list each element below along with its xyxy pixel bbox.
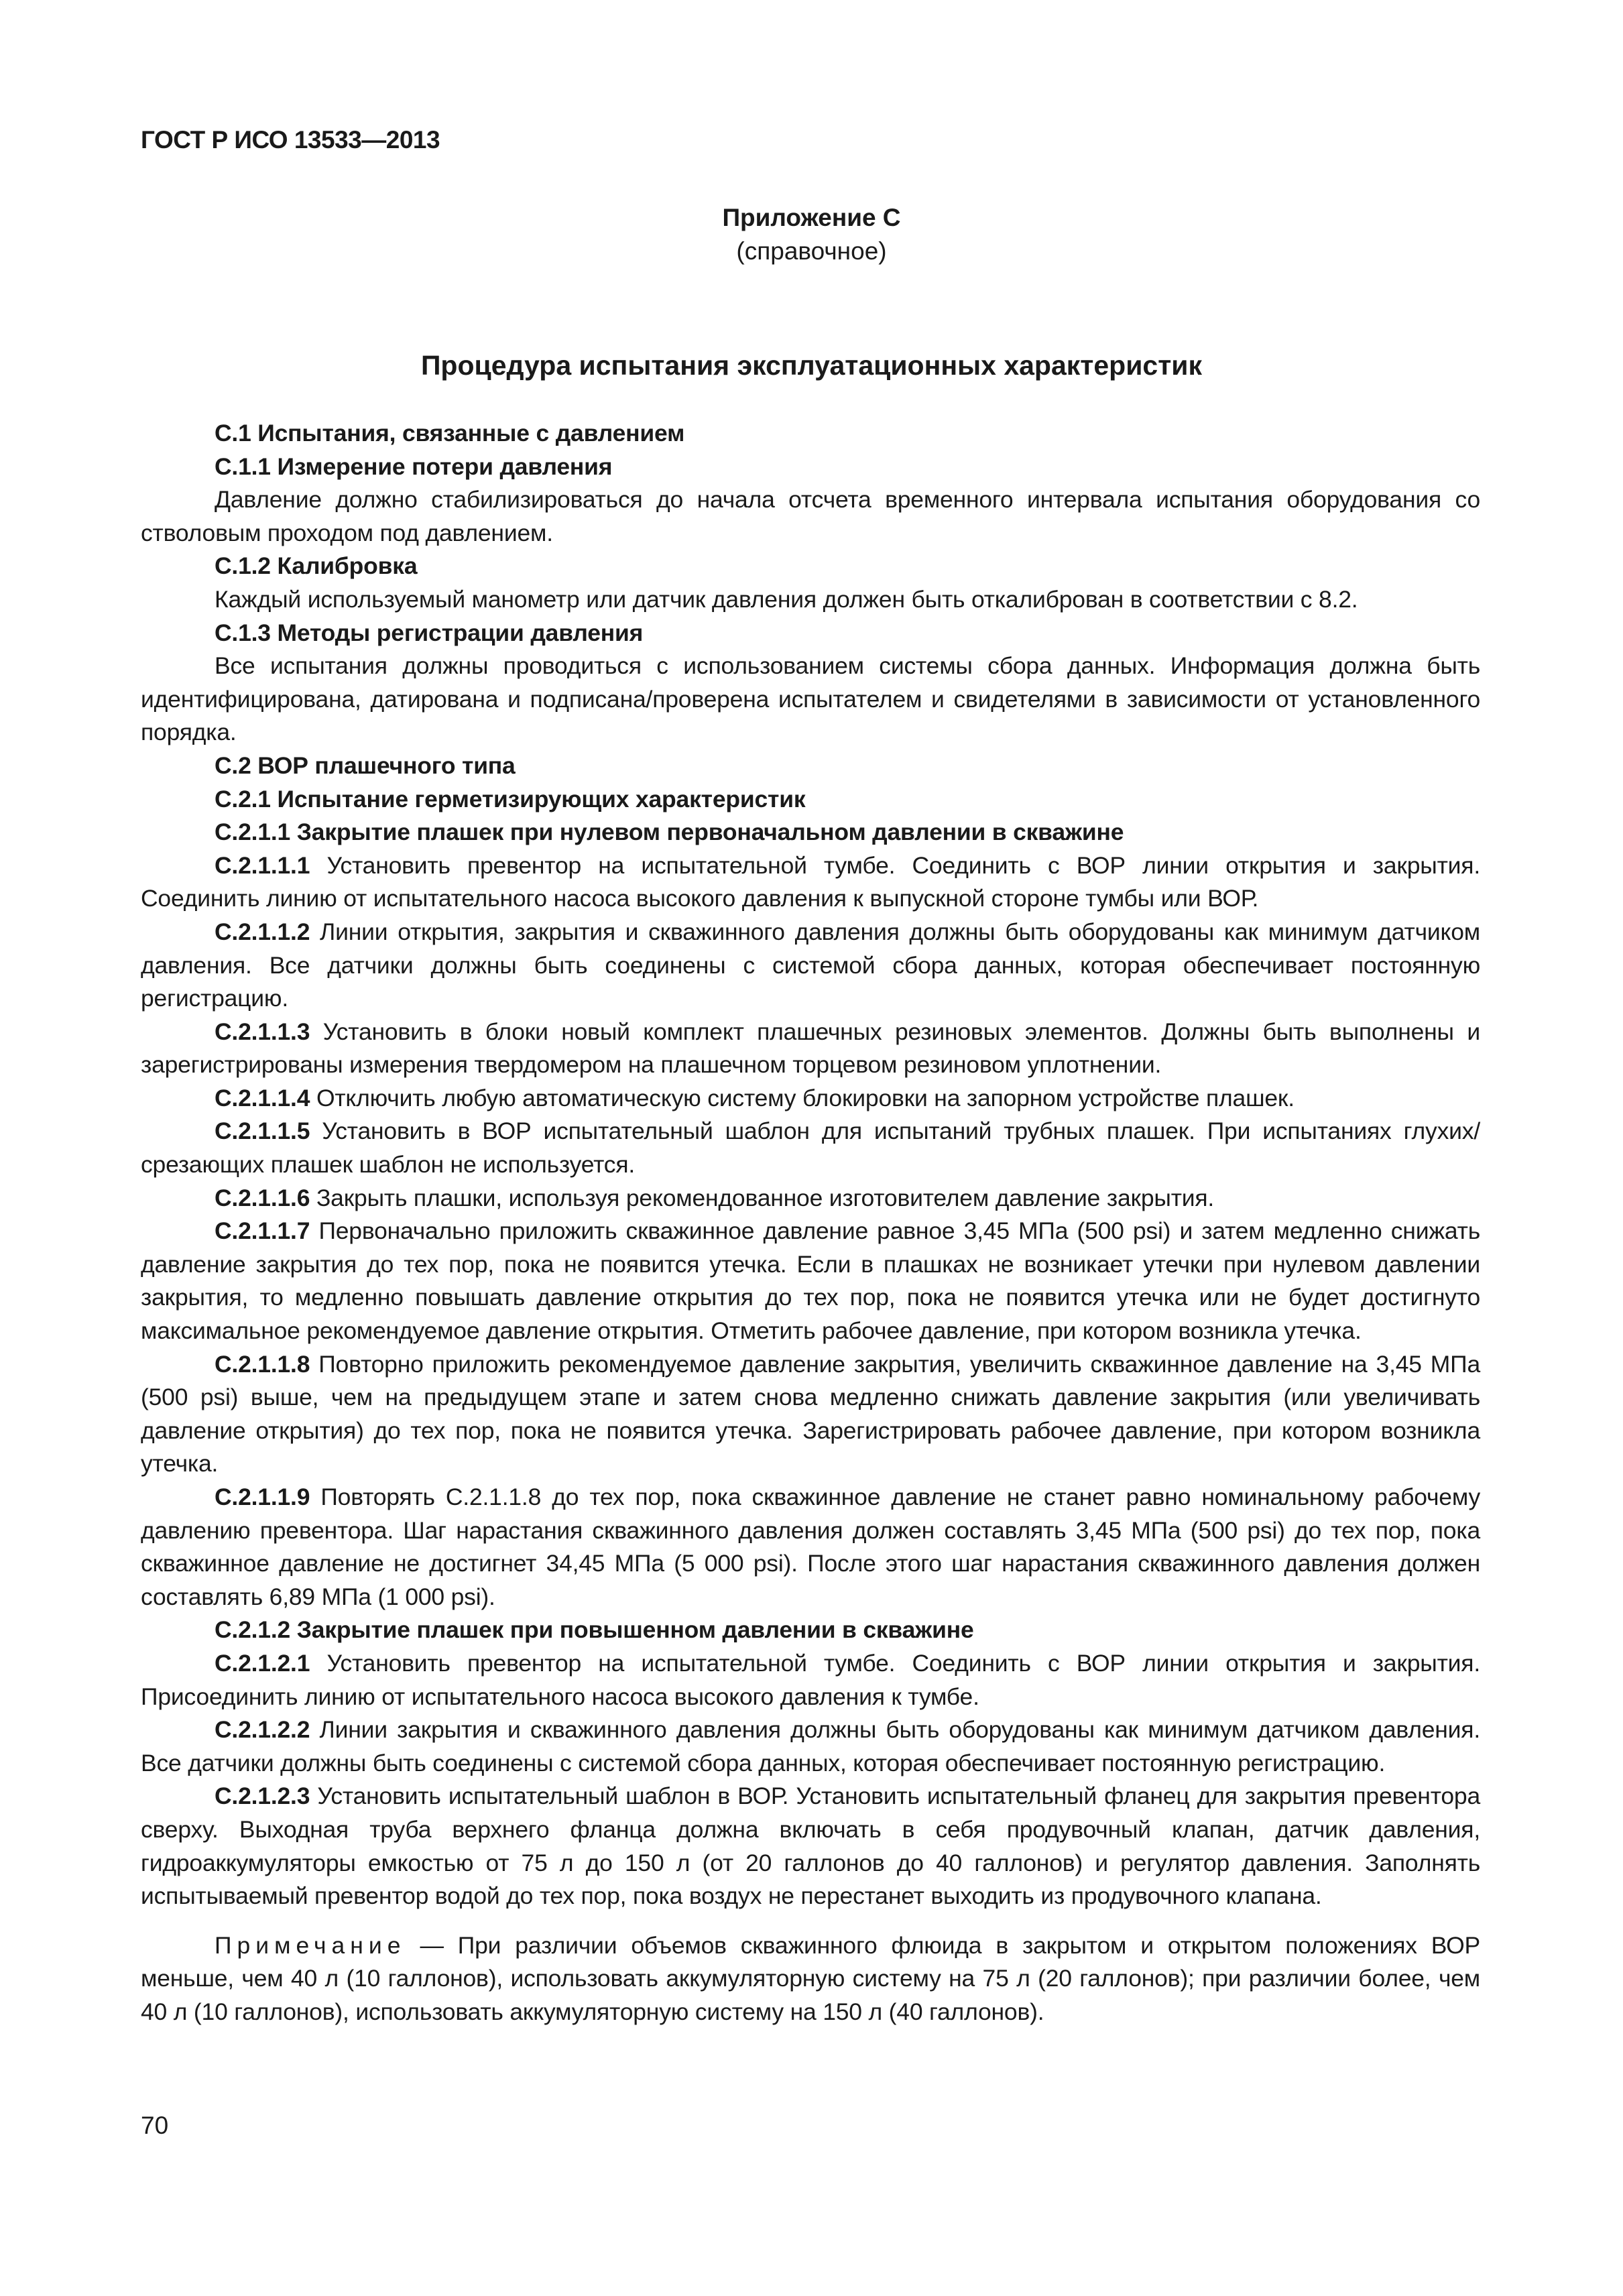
item-c2117	[141, 1215, 1480, 1347]
item-number: С.2.1.1.6	[215, 1184, 310, 1211]
item-text: Установить в блоки новый комплект плашечных резиновых элементов. Должны быть выполнены и зарегистрированы измерения твердомером на плашечном торцевом резиновом уплотнении.	[141, 1018, 1480, 1079]
heading-c2: С.2 ВОР плашечного типа	[215, 751, 516, 779]
item-text: Закрыть плашки, используя рекомендованное изготовителем давление закрытия.	[316, 1184, 1215, 1211]
item-number: С.2.1.1.8	[215, 1350, 310, 1378]
paragraph-c12: Каждый используемый манометр или датчик давления должен быть откалиброван в соответствии с 8.2.	[215, 585, 1358, 613]
note-paragraph	[141, 1929, 1480, 2029]
item-text: Установить испытательный шаблон в ВОР. Установить испытательный фланец для закрытия превентора сверху. Выходная труба верхнего фланца должна включать в себя продувочный клапан, датчик давления, гидроаккумуляторы емкостью от 75 л до 150 л (от 20 галлонов до 40 галлонов) и регулятор давления. Заполнять испытываемый превентор водой до тех пор, пока воздух не перестанет выходить из продувочного клапана.	[141, 1783, 1480, 1910]
section-title: Процедура испытания эксплуатационных характеристик	[420, 350, 1203, 381]
item-text: Установить в ВОР испытательный шаблон для испытаний трубных плашек. При испытаниях глухих/срезающих плашек шаблон не используется.	[141, 1117, 1480, 1179]
item-c2113	[141, 1016, 1480, 1082]
heading-c21: С.2.1 Испытание герметизирующих характеристик	[215, 785, 806, 812]
item-c2118	[141, 1348, 1480, 1481]
item-text: Повторять С.2.1.1.8 до тех пор, пока скважинное давление не станет равно номинальному рабочему давлению превентора. Шаг нарастания скважинного давления должен составлять 3,45 МПа (500 psi) до тех пор, пока скважинное давление не достигнет 34,45 МПа (5 000 psi). После этого шаг нарастания скважинного давления должен составлять 6,89 МПа (1 000 psi).	[141, 1484, 1481, 1610]
heading-c13: С.1.3 Методы регистрации давления	[215, 619, 644, 646]
annex-type: (справочное)	[736, 237, 887, 265]
item-text: Первоначально приложить скважинное давление равное 3,45 МПа (500 psi) и затем медленно снижать давление закрытия до тех пор, пока не появится утечка. Если в плашках не возникает утечки при нулевом давлении закрытия, то медленно повышать давление открытия до тех пор, пока не появится утечка или не будет достигнуто максимальное рекомендуемое давление открытия. Отметить рабочее давление, при котором возникла утечка.	[141, 1217, 1480, 1345]
item-c2116	[141, 1182, 1480, 1215]
item-number: С.2.1.1.7	[215, 1217, 310, 1245]
item-text: Линии открытия, закрытия и скважинного давления должны быть оборудованы как минимум датчиком давления. Все датчики должны быть соединены с системой сбора данных, которая обеспечивает постоянную регистрацию.	[141, 918, 1480, 1012]
paragraph-c13: Все испытания должны проводиться с использованием системы сбора данных. Информация должна быть идентифицирована, датирована и подписана/проверена испытателем и свидетелями в зависимости от установленного порядка.	[141, 652, 1480, 746]
heading-c11: С.1.1 Измерение потери давления	[215, 452, 613, 480]
item-c2119	[141, 1481, 1480, 1614]
document-body	[141, 417, 1480, 2029]
item-number: С.2.1.1.3	[215, 1018, 310, 1045]
item-c2111	[141, 849, 1480, 916]
item-text: Установить превентор на испытательной тумбе. Соединить с ВОР линии открытия и закрытия. Соединить линию от испытательного насоса высокого давления к выпускной стороне тумбы или ВОР.	[141, 851, 1480, 912]
paragraph-c11: Давление должно стабилизироваться до начала отсчета временного интервала испытания оборудования со стволовым проходом под давлением.	[141, 486, 1480, 546]
item-number: С.2.1.1.9	[215, 1484, 310, 1510]
item-text: Установить превентор на испытательной тумбе. Соединить с ВОР линии открытия и закрытия. Присоединить линию от испытательного насоса высокого давления к тумбе.	[141, 1649, 1480, 1710]
item-number: С.2.1.1.2	[215, 918, 310, 945]
item-c2121	[141, 1647, 1480, 1713]
item-c2122	[141, 1713, 1480, 1780]
item-number: С.2.1.2.2	[215, 1716, 310, 1744]
note-text: — При различии объемов скважинного флюида в закрытом и открытом положениях ВОР меньше, чем 40 л (10 галлонов), использовать аккумуляторную систему на 75 л (20 галлонов); при различии более, чем 40 л (10 галлонов), использовать аккумуляторную систему на 150 л (40 галлонов).	[141, 1931, 1480, 2025]
item-number: С.2.1.1.5	[215, 1117, 310, 1145]
document-header: ГОСТ Р ИСО 13533—2013	[141, 126, 440, 154]
item-number: С.2.1.1.1	[215, 851, 310, 879]
note-label: Примечание	[215, 1931, 406, 1959]
heading-c12: С.1.2 Калибровка	[215, 552, 418, 580]
item-c2114	[141, 1082, 1480, 1115]
item-c2115	[141, 1115, 1480, 1181]
item-number: С.2.1.2.3	[215, 1783, 310, 1810]
heading-c212: С.2.1.2 Закрытие плашек при повышенном давлении в скважине	[215, 1616, 974, 1644]
item-text: Повторно приложить рекомендуемое давление закрытия, увеличить скважинное давление на 3,45 МПа (500 psi) выше, чем на предыдущем этапе и затем снова медленно снижать давление закрытия (или увеличивать давление открытия) до тех пор, пока не появится утечка. Зарегистрировать рабочее давление, при котором возникла утечка.	[141, 1350, 1480, 1477]
item-number: С.2.1.1.4	[215, 1084, 310, 1111]
item-number: С.2.1.2.1	[215, 1649, 310, 1677]
annex-title: Приложение С	[722, 204, 901, 231]
annex-heading	[0, 201, 1623, 268]
heading-c1: С.1 Испытания, связанные с давлением	[215, 420, 685, 446]
heading-c211: С.2.1.1 Закрытие плашек при нулевом первоначальном давлении в скважине	[215, 819, 1124, 846]
item-c2112	[141, 916, 1480, 1016]
item-text: Отключить любую автоматическую систему блокировки на запорном устройстве плашек.	[316, 1084, 1295, 1111]
item-c2123	[141, 1780, 1480, 1913]
page-number: 70	[141, 2112, 169, 2139]
item-text: Линии закрытия и скважинного давления должны быть оборудованы как минимум датчиком давления. Все датчики должны быть соединены с системой сбора данных, которая обеспечивает постоянную регистрацию.	[141, 1716, 1480, 1776]
